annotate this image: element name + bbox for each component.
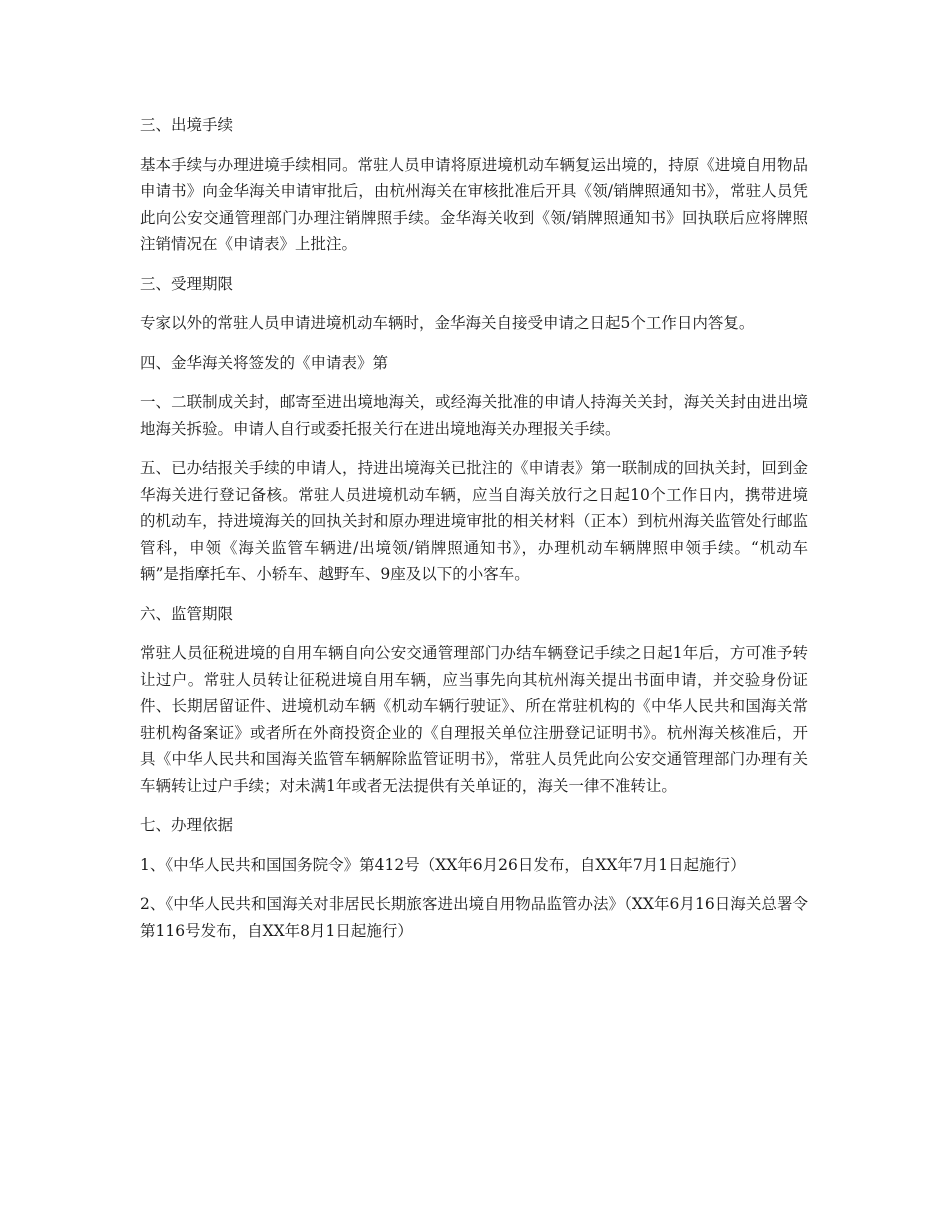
section-heading-supervision-period: 六、监管期限 [140, 604, 234, 623]
paragraph-supervision-period: 常驻人员征税进境的自用车辆自向公安交通管理部门办结车辆登记手续之日起1年后，方可准予转让过户。常驻人员转让征税进境自用车辆，应当事先向其杭州海关提出书面申请，并交验身份证件、长期居留证件、进境机动车辆《机动车辆行驶证》、所在常驻机构的《中华人民共和国海关常驻机构备案证》或者所在外商投资企业的《自理报关单位注册登记证明书》。杭州海关核准后，开具《中华人民共和国海关监管车辆解除监管证明书》，常驻人员凭此向公安交通管理部门办理有关车辆转让过户手续；对未满1年或者无法提供有关单证的，海关一律不准转让。 [140, 644, 808, 795]
paragraph-registration: 五、已办结报关手续的申请人，持进出境海关已批注的《申请表》第一联制成的回执关封，回到金华海关进行登记备核。常驻人员进境机动车辆，应当自海关放行之日起10个工作日内，携带进境的机动车，持进境海关的回执关封和原办理进境审批的相关材料（正本）到杭州海关监管处行邮监管科，申领《海关监管车辆进/出境领/销牌照通知书》，办理机动车辆牌照申领手续。“机动车辆”是指摩托车、小轿车、越野车、9座及以下的小客车。 [140, 459, 808, 583]
section-heading-exit-procedures: 三、出境手续 [140, 116, 234, 134]
paragraph-legal-basis-2: 2、《中华人民共和国海关对非居民长期旅客进出境自用物品监管办法》（XX年6月16日海关总署令第116号发布，自XX年8月1日起施行） [140, 895, 808, 940]
paragraph-legal-basis-1: 1、《中华人民共和国国务院令》第412号（XX年6月26日发布，自XX年7月1日起施行） [140, 855, 746, 874]
section-heading-legal-basis: 七、办理依据 [140, 816, 234, 834]
paragraph-customs-seal: 一、二联制成关封，邮寄至进出境地海关，或经海关批准的申请人持海关关封，海关关封由进出境地海关拆验。申请人自行或委托报关行在进出境地海关办理报关手续。 [140, 393, 808, 438]
paragraph-exit-procedures: 基本手续与办理进境手续相同。常驻人员申请将原进境机动车辆复运出境的，持原《进境自用物品申请书》向金华海关申请审批后，由杭州海关在审核批准后开具《领/销牌照通知书》，常驻人员凭此向公安交通管理部门办理注销牌照手续。金华海关收到《领/销牌照通知书》回执联后应将牌照注销情况在《申请表》上批注。 [140, 155, 808, 253]
paragraph-processing-period: 专家以外的常驻人员申请进境机动车辆时，金华海关自接受申请之日起5个工作日内答复。 [140, 314, 755, 332]
document-page [140, 112, 808, 957]
section-heading-application-form: 四、金华海关将签发的《申请表》第 [140, 353, 389, 372]
section-heading-processing-period: 三、受理期限 [140, 274, 234, 293]
